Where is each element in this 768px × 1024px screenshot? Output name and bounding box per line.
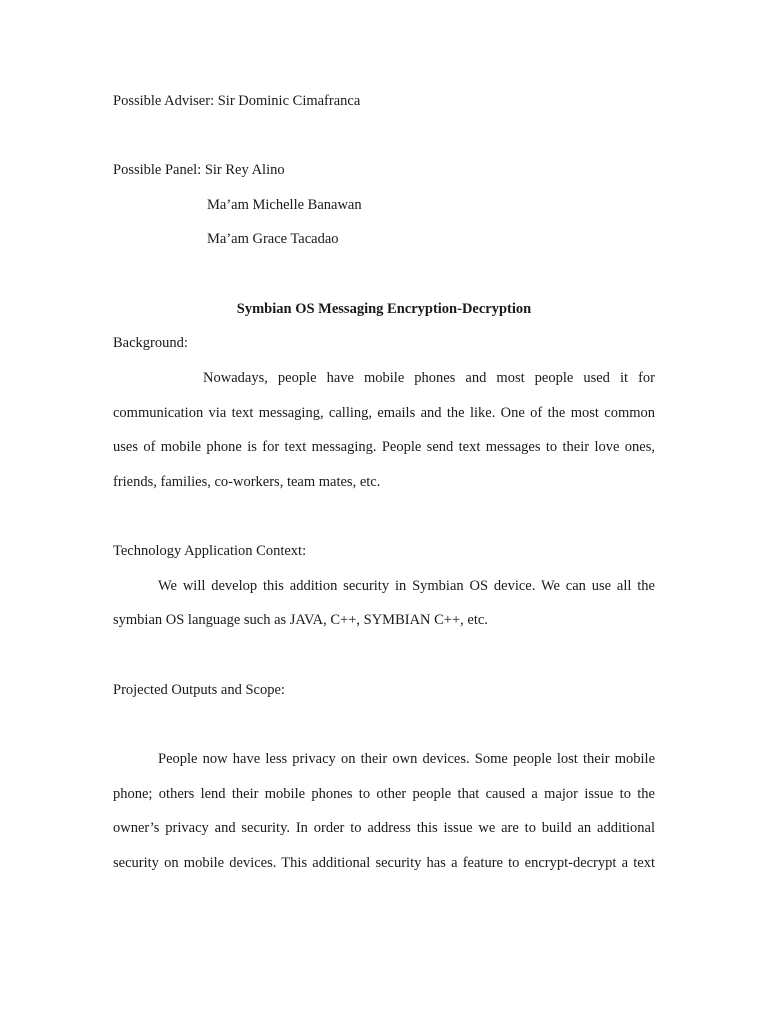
background-paragraph-line: friends, families, co-workers, team mates, etc. (113, 474, 381, 490)
technology-paragraph-line: symbian OS language such as JAVA, C++, SYMBIAN C++, etc. (113, 612, 488, 628)
panel-line-2: Ma’am Michelle Banawan (207, 197, 362, 213)
panel-line-1: Possible Panel: Sir Rey Alino (113, 162, 285, 178)
technology-heading: Technology Application Context: (113, 543, 307, 559)
background-paragraph-line: Nowadays, people have mobile phones and most people used it for (203, 370, 655, 386)
outputs-paragraph-line: phone; others lend their mobile phones to other people that caused a major issue to the (113, 786, 655, 802)
technology-paragraph-line: We will develop this addition security in Symbian OS device. We can use all the (158, 578, 655, 594)
background-paragraph-line: communication via text messaging, calling, emails and the like. One of the most common (113, 405, 655, 421)
background-paragraph-line: uses of mobile phone is for text messaging. People send text messages to their love ones, (113, 439, 655, 455)
document-title: Symbian OS Messaging Encryption-Decryption (236, 301, 532, 317)
panel-line-3: Ma’am Grace Tacadao (207, 231, 339, 247)
adviser-line: Possible Adviser: Sir Dominic Cimafranca (113, 93, 361, 109)
outputs-paragraph-line: owner’s privacy and security. In order to address this issue we are to build an additional (113, 820, 655, 836)
outputs-paragraph-line: security on mobile devices. This additional security has a feature to encrypt-decrypt a text (113, 855, 655, 871)
outputs-paragraph-line: People now have less privacy on their own devices. Some people lost their mobile (158, 751, 655, 767)
background-heading: Background: (113, 335, 188, 351)
outputs-heading: Projected Outputs and Scope: (113, 682, 285, 698)
